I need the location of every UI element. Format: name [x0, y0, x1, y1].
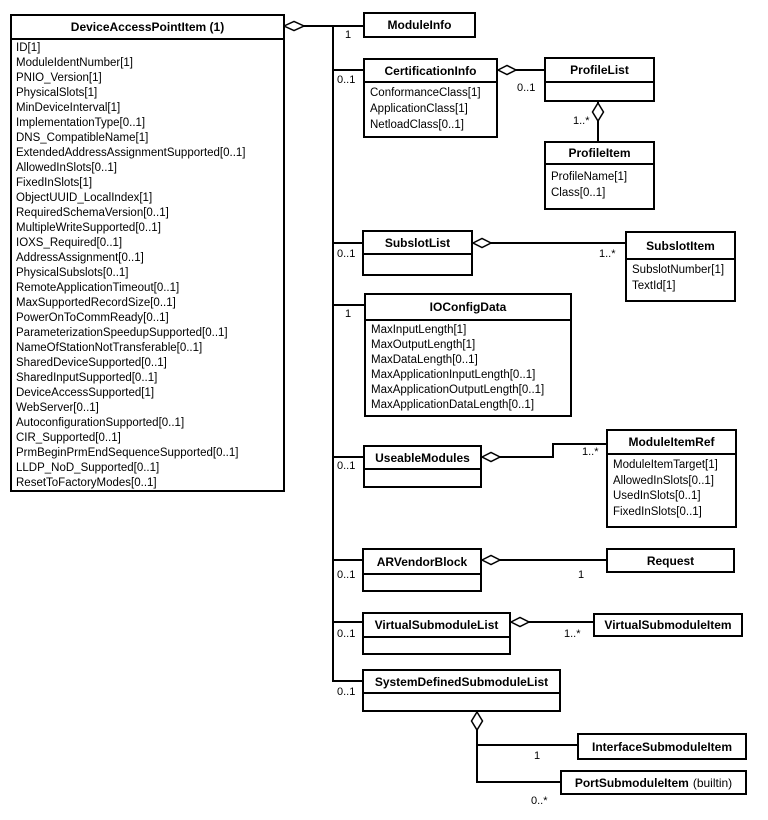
class-attributes	[12, 40, 283, 492]
multiplicity-label-moduleinfo: 1	[345, 29, 352, 41]
class-box-systemdefinedsubmodulelist	[362, 669, 561, 712]
attribute-item: PNIO_Version[1]	[16, 72, 102, 84]
attribute-item: SharedInputSupported[0..1]	[16, 372, 158, 384]
class-title: ProfileList	[546, 59, 653, 83]
class-box-deviceaccesspointitem	[10, 14, 285, 492]
attribute-item: MaxApplicationInputLength[0..1]	[371, 369, 536, 381]
multiplicity-label-virtualsubmoduleitem: 1..*	[564, 628, 581, 640]
class-title-suffix: (builtin)	[692, 775, 733, 790]
connector-line-virtualsubmoduleitem	[527, 621, 593, 623]
attribute-item: MaxApplicationOutputLength[0..1]	[371, 384, 545, 396]
attribute-item: AllowedInSlots[0..1]	[613, 474, 715, 487]
class-title: VirtualSubmoduleList	[364, 614, 509, 638]
multiplicity-label-arvendorblock: 0..1	[337, 569, 356, 581]
connector-line-request	[498, 559, 606, 561]
attribute-item: MultipleWriteSupported[0..1]	[16, 222, 161, 234]
attribute-item: ResetToFactoryModes[0..1]	[16, 477, 157, 489]
connector-line-interfacesubmoduleitem	[476, 744, 577, 746]
class-box-moduleitemref	[606, 429, 737, 528]
attribute-item: ID[1]	[16, 42, 41, 54]
class-title: ModuleInfo	[387, 18, 452, 32]
attribute-item: MaxInputLength[1]	[371, 324, 467, 336]
attribute-item: TextId[1]	[632, 280, 676, 292]
class-title: DeviceAccessPointItem (1)	[12, 16, 283, 40]
class-box-profilelist	[544, 57, 655, 102]
class-box-certificationinfo	[363, 58, 498, 138]
attribute-item: FixedInSlots[0..1]	[613, 505, 702, 518]
attribute-item: WebServer[0..1]	[16, 402, 99, 414]
class-attributes	[365, 83, 496, 135]
attribute-item: NameOfStationNotTransferable[0..1]	[16, 342, 203, 354]
class-box-arvendorblock	[362, 548, 482, 592]
attribute-item: SubslotNumber[1]	[632, 264, 725, 276]
class-box-subslotlist	[362, 230, 473, 276]
class-attributes	[546, 165, 653, 205]
class-title: CertificationInfo	[365, 60, 496, 83]
attribute-item: MinDeviceInterval[1]	[16, 102, 121, 114]
class-title-name: PortSubmoduleItem	[574, 775, 689, 790]
class-box-subslotitem	[625, 231, 736, 302]
attribute-item: FixedInSlots[1]	[16, 177, 93, 189]
attribute-item: AddressAssignment[0..1]	[16, 252, 144, 264]
class-title: VirtualSubmoduleItem	[604, 618, 732, 632]
attribute-item: DNS_CompatibleName[1]	[16, 132, 149, 144]
class-title: ARVendorBlock	[364, 550, 480, 575]
attribute-item: MaxDataLength[0..1]	[371, 354, 478, 366]
class-attributes	[627, 260, 734, 296]
connector-line-sysdef-vertical	[476, 712, 478, 783]
class-box-ioconfigdata	[364, 293, 572, 417]
multiplicity-label-useablemodules: 0..1	[337, 460, 356, 472]
class-attributes	[366, 321, 570, 415]
attribute-item: ObjectUUID_LocalIndex[1]	[16, 192, 153, 204]
connector-line-virtualsubmodulelist	[332, 621, 362, 623]
attribute-item: ParameterizationSpeedupSupported[0..1]	[16, 327, 228, 339]
connector-line-profilelist	[514, 69, 544, 71]
attribute-item: ApplicationClass[1]	[370, 103, 468, 115]
aggregation-diamond-icon	[284, 22, 304, 31]
multiplicity-label-portsubmoduleitem: 0..*	[531, 795, 548, 807]
connector-line-moduleitemref-h1	[498, 456, 554, 458]
class-box-useablemodules	[363, 445, 482, 488]
attribute-item: AutoconfigurationSupported[0..1]	[16, 417, 185, 429]
connector-trunk-vertical	[332, 25, 334, 682]
connector-line-systemdefinedsubmodulelist	[332, 680, 362, 682]
connector-line-profileitem	[597, 102, 599, 141]
connector-line-subslotlist	[332, 242, 362, 244]
class-box-virtualsubmoduleitem	[593, 613, 743, 637]
class-box-profileitem	[544, 141, 655, 210]
connector-line-moduleitemref-v	[552, 443, 554, 458]
attribute-item: ExtendedAddressAssignmentSupported[0..1]	[16, 147, 246, 159]
class-title: Request	[646, 553, 695, 568]
attribute-item: PowerOnToCommReady[0..1]	[16, 312, 169, 324]
connector-line-ioconfigdata	[332, 304, 364, 306]
multiplicity-label-subslotlist: 0..1	[337, 248, 356, 260]
class-box-interfacesubmoduleitem	[577, 733, 747, 760]
attribute-item: ConformanceClass[1]	[370, 87, 481, 99]
connector-line-arvendorblock	[332, 559, 362, 561]
class-attributes	[608, 455, 735, 523]
class-box-moduleinfo	[363, 12, 476, 38]
attribute-item: PrmBeginPrmEndSequenceSupported[0..1]	[16, 447, 239, 459]
connector-line-useablemodules	[332, 456, 363, 458]
class-title: IOConfigData	[366, 295, 570, 321]
attribute-item: PhysicalSubslots[0..1]	[16, 267, 129, 279]
multiplicity-label-profileitem: 1..*	[573, 115, 590, 127]
connector-line-subslotitem	[489, 242, 625, 244]
attribute-item: ProfileName[1]	[551, 171, 628, 183]
class-title: InterfaceSubmoduleItem	[591, 739, 733, 754]
multiplicity-label-interfacesubmoduleitem: 1	[534, 750, 541, 762]
attribute-item: ModuleItemTarget[1]	[613, 459, 718, 471]
class-title: ModuleItemRef	[608, 431, 735, 455]
multiplicity-label-profilelist: 0..1	[517, 82, 536, 94]
multiplicity-label-subslotitem: 1..*	[599, 248, 616, 260]
attribute-item: RemoteApplicationTimeout[0..1]	[16, 282, 180, 294]
connector-line-portsubmoduleitem	[476, 781, 560, 783]
multiplicity-label-request: 1	[578, 569, 585, 581]
attribute-item: IOXS_Required[0..1]	[16, 237, 123, 249]
attribute-item: SharedDeviceSupported[0..1]	[16, 357, 167, 369]
attribute-item: NetloadClass[0..1]	[370, 119, 464, 131]
multiplicity-label-moduleitemref: 1..*	[582, 446, 599, 458]
class-title: ProfileItem	[546, 143, 653, 165]
attribute-item: UsedInSlots[0..1]	[613, 490, 701, 502]
attribute-item: DeviceAccessSupported[1]	[16, 387, 155, 399]
connector-line-moduleitemref-h2	[552, 443, 606, 445]
class-title: SubslotItem	[627, 233, 734, 260]
multiplicity-label-certificationinfo: 0..1	[337, 74, 356, 86]
class-title: UseableModules	[365, 447, 480, 470]
attribute-item: PhysicalSlots[1]	[16, 87, 98, 99]
multiplicity-label-systemdefinedsubmodulelist: 0..1	[337, 686, 356, 698]
multiplicity-label-virtualsubmodulelist: 0..1	[337, 628, 356, 640]
attribute-item: MaxApplicationDataLength[0..1]	[371, 399, 535, 411]
attribute-item: CIR_Supported[0..1]	[16, 432, 121, 444]
class-title: SubslotList	[364, 232, 471, 255]
attribute-item: AllowedInSlots[0..1]	[16, 162, 118, 174]
attribute-item: Class[0..1]	[551, 187, 606, 199]
class-title	[562, 772, 745, 793]
attribute-item: LLDP_NoD_Supported[0..1]	[16, 462, 160, 474]
attribute-item: MaxSupportedRecordSize[0..1]	[16, 297, 176, 309]
class-box-portsubmoduleitem	[560, 770, 747, 795]
class-box-virtualsubmodulelist	[362, 612, 511, 655]
class-title: SystemDefinedSubmoduleList	[364, 671, 559, 694]
attribute-item: MaxOutputLength[1]	[371, 339, 476, 351]
attribute-item: ImplementationType[0..1]	[16, 117, 146, 129]
class-box-request	[606, 548, 735, 573]
attribute-item: ModuleIdentNumber[1]	[16, 57, 133, 69]
multiplicity-label-ioconfigdata: 1	[345, 308, 352, 320]
attribute-item: RequiredSchemaVersion[0..1]	[16, 207, 169, 219]
connector-line-certificationinfo	[332, 69, 363, 71]
